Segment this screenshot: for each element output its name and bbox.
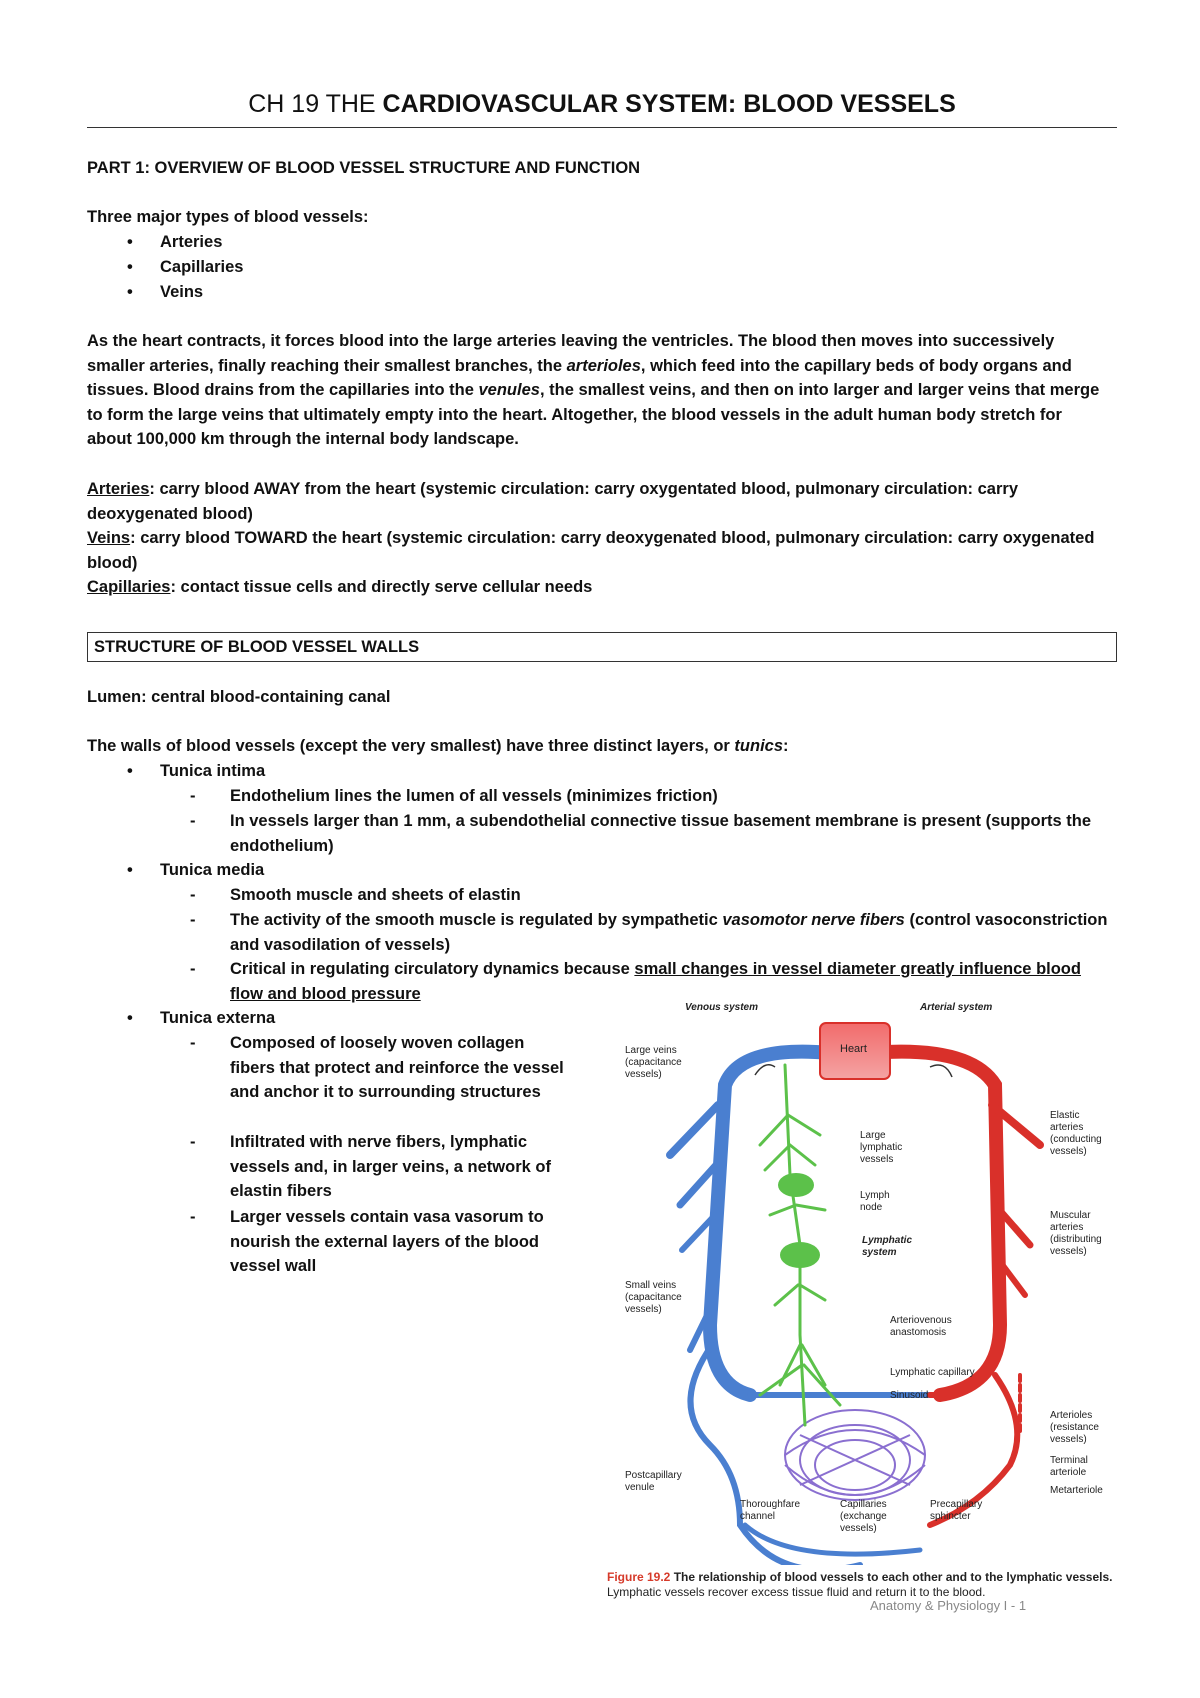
lymph-node-upper [778, 1173, 814, 1197]
tunica-intima-detail: - Endothelium lines the lumen of all vessels (minimizes friction) [190, 787, 718, 805]
overview-paragraph: As the heart contracts, it forces blood into the large arteries leaving the ventricles. The blood then moves into successively smaller arteries, finally reaching their smallest branches, the arterioles, which feed into the capillary beds of body organs and tissues. Blood drains from the capillaries into the venules, the smallest veins, and then on into larger and larger veins that merge to form the large veins that ultimately empty into the heart. Altogether, the blood vessels in the adult human body stretch for about 100,000 km through the internal body landscape. [87, 332, 1100, 448]
page-title [87, 88, 1117, 120]
venous-system-label: Venous system [685, 1002, 758, 1013]
term-arterioles: arterioles [566, 356, 641, 375]
lymph-node-lower [780, 1242, 820, 1268]
label-arterioles: Arterioles (resistance vessels) [1050, 1410, 1099, 1445]
label-small-veins: Small veins (capacitance vessels) [625, 1280, 682, 1315]
tunica-media: • Tunica media [127, 861, 265, 879]
label-muscular-arteries: Muscular arteries (distributing vessels) [1050, 1210, 1102, 1257]
tunica-media-detail: - Critical in regulating circulatory dynamics because small changes in vessel diameter greatly influence blood flow and blood pressure [190, 960, 1081, 1003]
list-item: • Veins [127, 283, 204, 301]
tunica-media-detail: - Smooth muscle and sheets of elastin [190, 886, 521, 904]
label-sinusoid: Sinusoid [890, 1390, 929, 1401]
artery-network [870, 1052, 1040, 1525]
tunica-externa: • Tunica externa [127, 1009, 276, 1027]
label-large-lymphatic: Large lymphatic vessels [860, 1130, 903, 1165]
flow-arrow-left [755, 1065, 775, 1075]
tunica-media-detail: - The activity of the smooth muscle is regulated by sympathetic vasomotor nerve fibers (control vasoconstriction and vasodilation of vessels) [190, 911, 1108, 954]
label-av-anastomosis: Arteriovenous anastomosis [890, 1315, 952, 1338]
part1-heading: PART 1: OVERVIEW OF BLOOD VESSEL STRUCTURE AND FUNCTION [87, 159, 641, 177]
def-arteries: Arteries: carry blood AWAY from the heart (systemic circulation: carry oxygentated blood, pulmonary circulation: carry deoxygenated blood) [87, 480, 1018, 523]
label-thoroughfare: Thoroughfare channel [740, 1499, 801, 1522]
label-lymphatic-capillary: Lymphatic capillary [890, 1367, 975, 1378]
flow-arrow-right [930, 1065, 952, 1077]
title-prefix: CH 19 THE [248, 90, 383, 118]
page-footer: Anatomy & Physiology I - 1 [870, 1598, 1027, 1613]
label-capillaries: Capillaries (exchange vessels) [840, 1499, 887, 1534]
label-metarteriole: Metarteriole [1050, 1485, 1103, 1496]
tunica-intima: • Tunica intima [127, 762, 266, 780]
section-heading-walls: STRUCTURE OF BLOOD VESSEL WALLS [87, 632, 1117, 662]
label-elastic-arteries: Elastic arteries (conducting vessels) [1050, 1110, 1102, 1157]
heart-label: Heart [840, 1043, 867, 1055]
label-lymph-node: Lymph node [860, 1190, 890, 1213]
label-postcapillary-venule: Postcapillary venule [625, 1470, 682, 1493]
tunica-externa-detail: - Larger vessels contain vasa vasorum to nourish the external layers of the blood vessel wall [190, 1208, 544, 1275]
tunica-externa-detail: - Infiltrated with nerve fibers, lymphatic vessels and, in larger veins, a network of elastin fibers [190, 1133, 551, 1200]
label-lymphatic-system: Lymphatic system [862, 1235, 913, 1258]
figure-caption: Figure 19.2 The relationship of blood vessels to each other and to the lymphatic vessels. Lymphatic vessels recover excess tissue fluid and return it to the blood. [607, 1570, 1113, 1599]
list-item: • Arteries [127, 233, 223, 251]
def-veins: Veins: carry blood TOWARD the heart (systemic circulation: carry deoxygenated blood, pulmonary circulation: carry oxygenated blood) [87, 529, 1095, 572]
tunica-externa-detail: - Composed of loosely woven collagen fibers that protect and reinforce the vessel and anchor it to surrounding structures [190, 1034, 564, 1101]
def-capillaries: Capillaries: contact tissue cells and directly serve cellular needs [87, 578, 593, 596]
blood-vessel-diagram [600, 1002, 1120, 1625]
walls-intro: The walls of blood vessels (except the very smallest) have three distinct layers, or tunics: [87, 737, 789, 755]
list-item: • Capillaries [127, 258, 244, 276]
term-venules: venules [478, 381, 540, 399]
label-precapillary: Precapillary sphincter [930, 1499, 983, 1522]
label-terminal-arteriole: Terminal arteriole [1050, 1455, 1088, 1478]
arterial-system-label: Arterial system [920, 1002, 993, 1013]
lumen-definition: Lumen: central blood-containing canal [87, 688, 391, 706]
title-bold: CARDIOVASCULAR SYSTEM: BLOOD VESSELS [382, 90, 956, 118]
title-rule [87, 127, 1117, 128]
types-intro: Three major types of blood vessels: [87, 208, 369, 226]
tunica-intima-detail: - In vessels larger than 1 mm, a subendothelial connective tissue basement membrane is present (supports the endothelium) [190, 812, 1092, 855]
label-large-veins: Large veins (capacitance vessels) [625, 1045, 682, 1080]
